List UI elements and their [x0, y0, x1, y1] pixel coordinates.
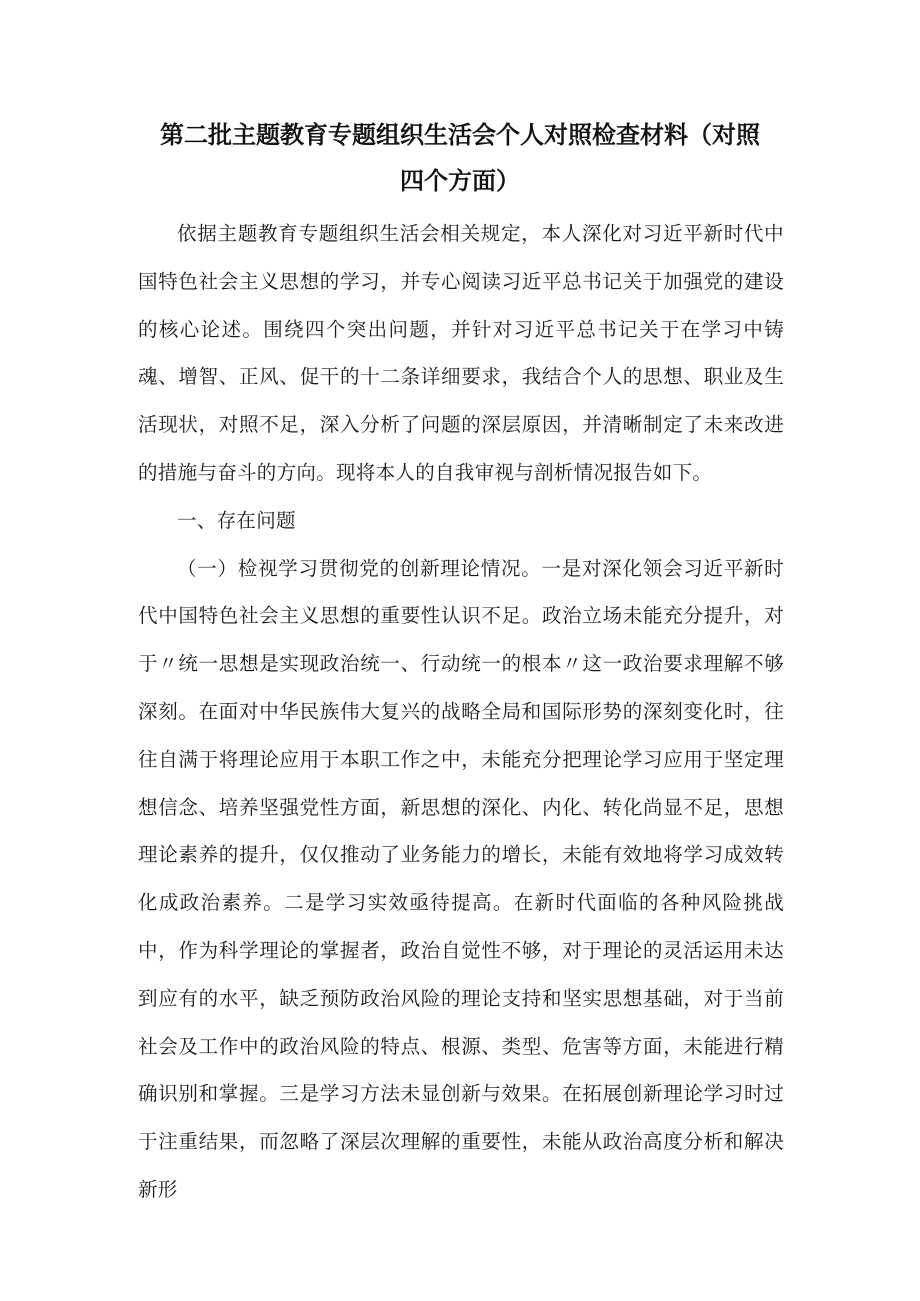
intro-paragraph: 依据主题教育专题组织生活会相关规定，本人深化对习近平新时代中国特色社会主义思想的学习，并专心阅读习近平总书记关于加强党的建设的核心论述。围绕四个突出问题，并针对习近平总书记关于在学习中铸魂、增智、正风、促干的十二条详细要求，我结合个人的思想、职业及生活现状，对照不足，深入分析了问题的深层原因，并清晰制定了未来改进的措施与奋斗的方向。现将本人的自我审视与剖析情况报告如下。	[138, 222, 784, 484]
document-title: 第二批主题教育专题组织生活会个人对照检查材料（对照四个方面）	[160, 121, 760, 195]
section-heading: 一、存在问题	[177, 508, 296, 532]
document-body	[138, 210, 784, 1214]
section-paragraph: （一）检视学习贯彻党的创新理论情况。一是对深化领会习近平新时代中国特色社会主义思想的重要性认识不足。政治立场未能充分提升，对于〃统一思想是实现政治统一、行动统一的根本〃这一政治要求理解不够深刻。在面对中华民族伟大复兴的战略全局和国际形势的深刻变化时，往往自满于将理论应用于本职工作之中，未能充分把理论学习应用于坚定理想信念、培养坚强党性方面，新思想的深化、内化、转化尚显不足，思想理论素养的提升，仅仅推动了业务能力的增长，未能有效地将学习成效转化成政治素养。二是学习实效亟待提高。在新时代面临的各种风险挑战中，作为科学理论的掌握者，政治自觉性不够，对于理论的灵活运用未达到应有的水平，缺乏预防政治风险的理论支持和坚实思想基础，对于当前社会及工作中的政治风险的特点、根源、类型、危害等方面，未能进行精确识别和掌握。三是学习方法未显创新与效果。在拓展创新理论学习时过于注重结果，而忽略了深层次理解的重要性，未能从政治高度分析和解决新形	[138, 556, 784, 1201]
